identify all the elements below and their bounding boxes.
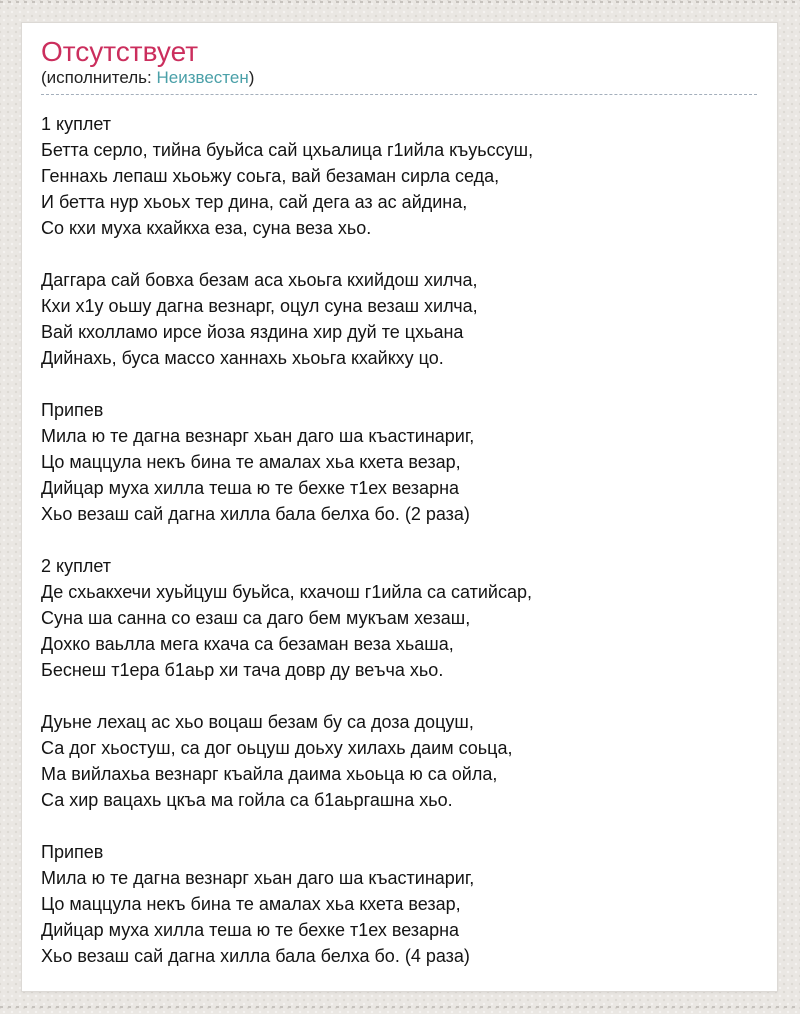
lyric-line: Цо маццула некъ бина те амалах хьа кхета везар, [41, 894, 461, 914]
lyric-line: Даггара сай бовха безам аса хьоьга кхийдош хилча, [41, 270, 478, 290]
lyric-line: И бетта нур хьоьх тер дина, сай дега аз ас айдина, [41, 192, 468, 212]
stanza-verse-1-continued [41, 267, 757, 371]
lyric-line: Са хир вацахь цкъа ма гойла са б1аьргашна хьо. [41, 790, 453, 810]
lyrics-card [21, 22, 778, 992]
lyric-line: Дуьне лехац ас хьо воцаш безам бу са доза доцуш, [41, 712, 474, 732]
song-title: Отсутствует [41, 36, 199, 67]
lyric-line: Ма вийлахьа везнарг къайла даима хьоьца ю са ойла, [41, 764, 498, 784]
stanza-label: Припев [41, 842, 104, 862]
lyric-line: Со кхи муха кхайкха еза, суна веза хьо. [41, 218, 372, 238]
lyric-line: Хьо везаш сай дагна хилла бала белха бо. (4 раза) [41, 946, 470, 966]
lyric-line: Де схьакхечи хуьйцуш буьйса, кхачош г1ийла са сатийсар, [41, 582, 532, 602]
lyric-line: Суна ша санна со езаш са даго бем мукъам хезаш, [41, 608, 471, 628]
lyric-line: Бетта серло, тийна буьйса сай цхьалица г1ийла къуьссуш, [41, 140, 534, 160]
stanza-label: 2 куплет [41, 556, 111, 576]
lyric-line: Дийнахь, буса массо ханнахь хьоьга кхайкху цо. [41, 348, 444, 368]
stanza-verse-1 [41, 111, 757, 241]
lyric-line: Геннахь лепаш хьоьжу соьга, вай безаман сирла седа, [41, 166, 500, 186]
lyrics-text [41, 111, 757, 969]
performer-prefix: (исполнитель: [41, 68, 157, 87]
stanza-label: Припев [41, 400, 104, 420]
lyric-line: Са дог хьостуш, са дог оьцуш доьху хилахь даим соьца, [41, 738, 513, 758]
lyric-line: Мила ю те дагна везнарг хьан даго ша къастинариг, [41, 426, 475, 446]
stanza-label: 1 куплет [41, 114, 111, 134]
song-header [41, 37, 757, 95]
performer-link[interactable]: Неизвестен [156, 68, 249, 87]
stanza-chorus-2 [41, 839, 757, 969]
stanza-verse-2 [41, 553, 757, 683]
lyric-line: Беснеш т1ера б1аьр хи тача довр ду веъча хьо. [41, 660, 444, 680]
lyric-line: Кхи х1у оьшу дагна везнарг, оцул суна везаш хилча, [41, 296, 478, 316]
lyric-line: Дийцар муха хилла теша ю те бехке т1ех везарна [41, 478, 460, 498]
lyric-line: Мила ю те дагна везнарг хьан даго ша къастинариг, [41, 868, 475, 888]
lyric-line: Вай кхолламо ирсе йоза яздина хир дуй те цхьана [41, 322, 464, 342]
lyric-line: Дийцар муха хилла теша ю те бехке т1ех везарна [41, 920, 460, 940]
stanza-verse-2-continued [41, 709, 757, 813]
lyric-line: Цо маццула некъ бина те амалах хьа кхета везар, [41, 452, 461, 472]
lyric-line: Дохко ваьлла мега кхача са безаман веза хьаша, [41, 634, 454, 654]
performer-suffix: ) [248, 68, 255, 87]
stanza-chorus-1 [41, 397, 757, 527]
performer-line [41, 68, 757, 88]
lyric-line: Хьо везаш сай дагна хилла бала белха бо. (2 раза) [41, 504, 470, 524]
